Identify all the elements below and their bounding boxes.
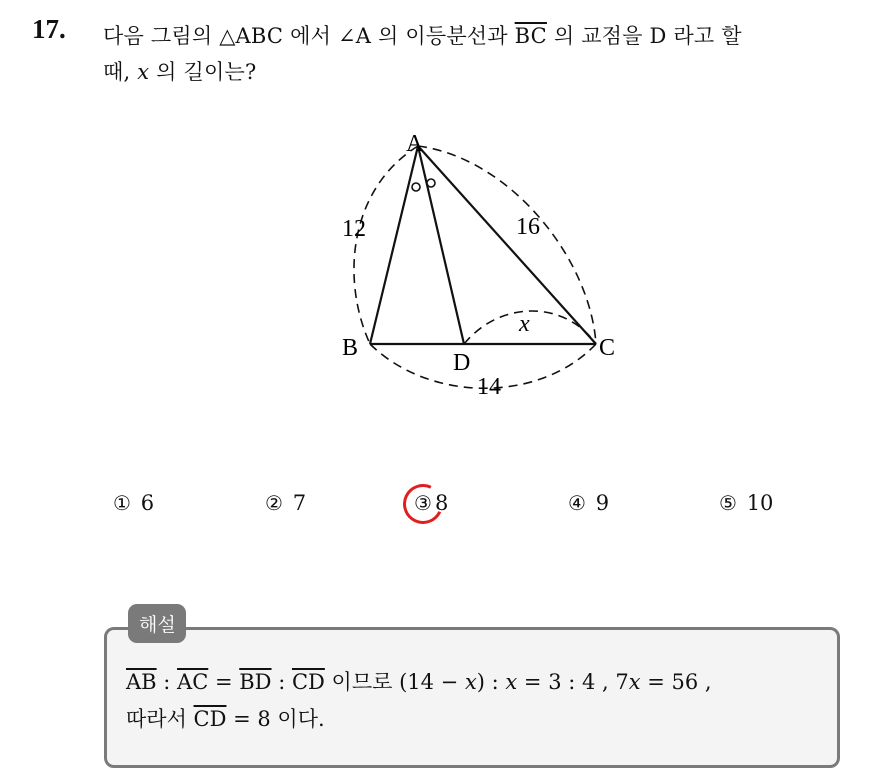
question-text-e: 때, xyxy=(103,60,138,84)
question-text xyxy=(103,18,873,90)
sol-seg-ac: $\overline{AC}$ xyxy=(177,670,209,694)
choice-4-value: 9 xyxy=(595,491,610,515)
choice-5-value: 10 xyxy=(746,491,774,515)
label-d: D xyxy=(453,350,471,376)
choice-2[interactable] xyxy=(262,491,306,515)
solution-tag: 해설 xyxy=(128,604,186,643)
choice-5-number: ⑤ xyxy=(719,491,737,515)
label-b: B xyxy=(342,335,359,361)
sol-line1-end: = 3 : 4 , 7 xyxy=(517,670,629,694)
question-number: 17. xyxy=(32,14,66,44)
triangle-notation: △ABC xyxy=(219,24,284,48)
sol-seg-cd-2: $\overline{CD}$ xyxy=(193,707,227,731)
sol-line2-a: 따라서 xyxy=(126,707,194,731)
question-text-b: 에서 xyxy=(283,24,338,48)
side-ab xyxy=(370,146,418,344)
angle-mark-left xyxy=(412,183,420,191)
choice-3-number: ③ xyxy=(414,491,432,515)
choice-5[interactable] xyxy=(716,491,773,515)
bisector-ad xyxy=(418,146,464,344)
choice-4[interactable] xyxy=(565,491,609,515)
question-text-f: 의 길이는? xyxy=(149,60,257,84)
angle-mark-right xyxy=(427,179,435,187)
question-text-d: 의 교점을 D 라고 할 xyxy=(546,24,742,48)
choice-1[interactable] xyxy=(110,491,154,515)
question-text-a: 다음 그림의 xyxy=(103,24,220,48)
triangle-figure xyxy=(330,118,650,408)
label-c: C xyxy=(599,335,616,361)
arc-ab xyxy=(354,146,418,344)
segment-bc: $\overline{BC}$ xyxy=(514,24,547,48)
solution-text: $\overline{AB}$ : $\overline{AC} = \overline{BD}$ : $\overline{CD}$ 이므로 (14 − x) : x = 3 : 4 , 7x = 56 , 따라서 $\overline{CD} = 8$ 이다. xyxy=(126,670,712,731)
sol-line1-mid: 이므로 (14 − xyxy=(324,670,465,694)
length-dc: x xyxy=(519,311,530,337)
length-ac: 16 xyxy=(516,214,540,240)
sol-line2-b: = 8 이다. xyxy=(226,707,325,731)
sol-seg-cd: $\overline{CD}$ xyxy=(291,670,325,694)
length-ab: 12 xyxy=(342,216,366,242)
sol-line1-tail: ) : xyxy=(476,670,506,694)
label-a: A xyxy=(406,131,424,157)
arc-dc xyxy=(464,311,596,344)
sol-seg-ab: $\overline{AB}$ xyxy=(126,670,157,694)
sol-var-x-2: x xyxy=(505,670,518,694)
choice-2-number: ② xyxy=(265,491,283,515)
angle-notation: ∠A xyxy=(337,24,372,48)
length-bc: 14 xyxy=(477,374,501,400)
variable-x: x xyxy=(137,60,150,84)
choice-4-number: ④ xyxy=(568,491,586,515)
sol-line1-last: = 56 , xyxy=(640,670,712,694)
sol-var-x-3: x xyxy=(628,670,641,694)
choice-2-value: 7 xyxy=(292,491,307,515)
choice-3-value: 8 xyxy=(435,491,449,515)
question-text-c: 의 이등분선과 xyxy=(371,24,515,48)
choice-1-value: 6 xyxy=(140,491,155,515)
choice-1-number: ① xyxy=(113,491,131,515)
sol-seg-bd: $\overline{BD}$ xyxy=(239,670,272,694)
sol-var-x-1: x xyxy=(464,670,477,694)
